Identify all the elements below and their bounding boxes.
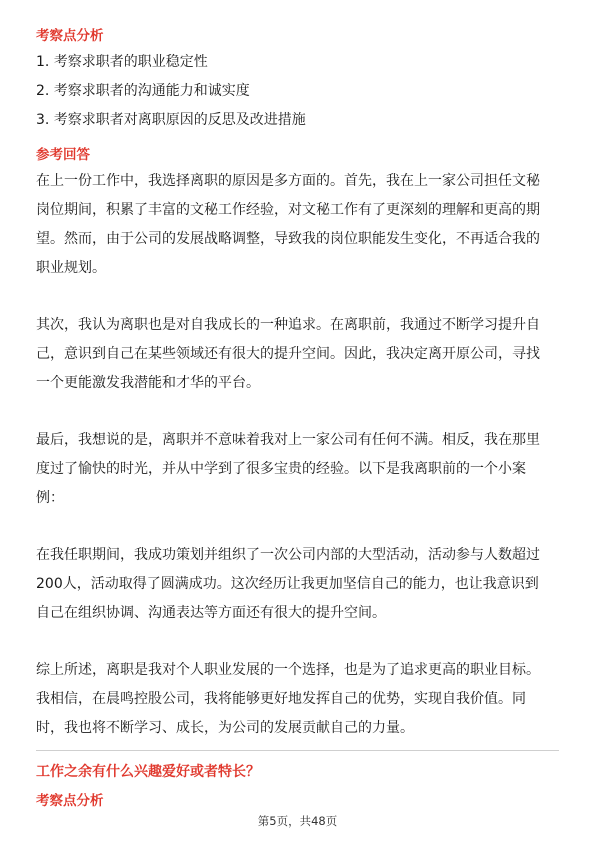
answer-line: 我相信，在晨鸣控股公司，我将能够更好地发挥自己的优势，实现自我价值。同	[36, 691, 526, 707]
answer-line: 综上所述，离职是我对个人职业发展的一个选择，也是为了追求更高的职业目标。	[36, 662, 540, 678]
answer-line: 望。然而，由于公司的发展战略调整，导致我的岗位职能发生变化，不再适合我的	[36, 231, 540, 247]
answer-line: 例：	[36, 490, 64, 506]
analysis-item-2: 2. 考察求职者的沟通能力和诚实度	[36, 83, 250, 99]
next-question-title: 工作之余有什么兴趣爱好或者特长？	[36, 764, 260, 780]
answer-line: 200人，活动取得了圆满成功。这次经历让我更加坚信自己的能力，也让我意识到	[36, 576, 539, 592]
next-section-heading-analysis: 考察点分析	[36, 793, 104, 809]
analysis-item-3: 3. 考察求职者对离职原因的反思及改进措施	[36, 112, 306, 128]
section-divider	[36, 750, 559, 751]
section-heading-answer: 参考回答	[36, 147, 90, 163]
answer-line: 在我任职期间，我成功策划并组织了一次公司内部的大型活动，活动参与人数超过	[36, 547, 540, 563]
page-number: 第5页，共48页	[257, 814, 338, 828]
answer-line: 岗位期间，积累了丰富的文秘工作经验，对文秘工作有了更深刻的理解和更高的期	[36, 202, 540, 218]
answer-line: 己，意识到自己在某些领域还有很大的提升空间。因此，我决定离开原公司，寻找	[36, 346, 540, 362]
answer-line: 职业规划。	[36, 260, 106, 276]
answer-line: 时，我也将不断学习、成长，为公司的发展贡献自己的力量。	[36, 720, 414, 736]
answer-line: 其次，我认为离职也是对自我成长的一种追求。在离职前，我通过不断学习提升自	[36, 317, 540, 333]
answer-line: 度过了愉快的时光，并从中学到了很多宝贵的经验。以下是我离职前的一个小案	[36, 461, 526, 477]
analysis-item-1: 1. 考察求职者的职业稳定性	[36, 54, 208, 70]
answer-line: 自己在组织协调、沟通表达等方面还有很大的提升空间。	[36, 605, 386, 621]
answer-line: 一个更能激发我潜能和才华的平台。	[36, 375, 260, 391]
answer-line: 在上一份工作中，我选择离职的原因是多方面的。首先，我在上一家公司担任文秘	[36, 173, 540, 189]
answer-line: 最后，我想说的是，离职并不意味着我对上一家公司有任何不满。相反，我在那里	[36, 432, 540, 448]
section-heading-analysis: 考察点分析	[36, 28, 104, 44]
